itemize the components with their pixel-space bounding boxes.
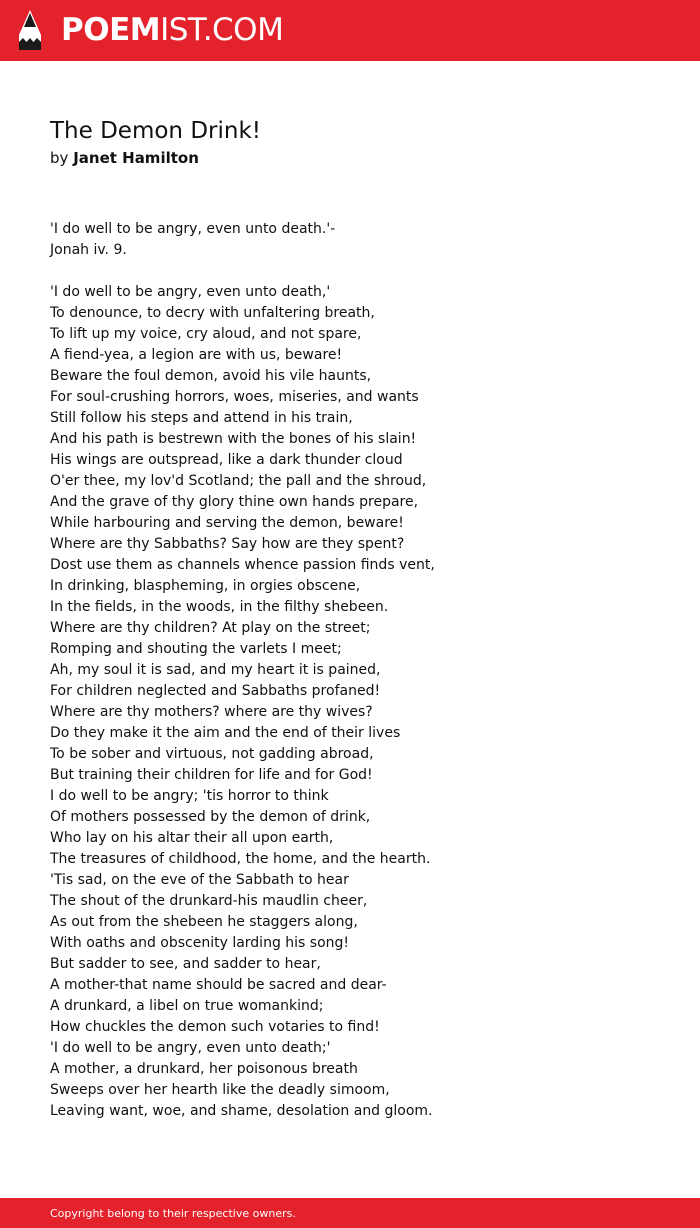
stanza-break bbox=[50, 261, 650, 282]
copyright-text: Copyright belong to their respective owners. bbox=[50, 1207, 296, 1220]
poem-line: The treasures of childhood, the home, and the hearth. bbox=[50, 851, 431, 867]
poem-line: Sweeps over her hearth like the deadly simoom, bbox=[50, 1082, 390, 1098]
poem-author: Janet Hamilton bbox=[73, 149, 199, 167]
poem-body bbox=[50, 219, 650, 1122]
poem-line: I do well to be angry; 'tis horror to think bbox=[50, 788, 329, 804]
logo-text-bold: POEM bbox=[61, 12, 161, 48]
poem-line: For soul-crushing horrors, woes, miseries, and wants bbox=[50, 389, 419, 405]
poem-line: How chuckles the demon such votaries to find! bbox=[50, 1019, 380, 1035]
poem-line: 'I do well to be angry, even unto death;' bbox=[50, 1040, 331, 1056]
poem-line: In the fields, in the woods, in the filthy shebeen. bbox=[50, 599, 389, 615]
poem-line: Where are thy children? At play on the street; bbox=[50, 620, 371, 636]
poem-line: For children neglected and Sabbaths profaned! bbox=[50, 683, 381, 699]
poem-line: As out from the shebeen he staggers along, bbox=[50, 914, 358, 930]
poem-line: Do they make it the aim and the end of their lives bbox=[50, 725, 401, 741]
poem-line: A drunkard, a libel on true womankind; bbox=[50, 998, 324, 1014]
byline-prefix: by bbox=[50, 149, 69, 167]
poem-line: With oaths and obscenity larding his song! bbox=[50, 935, 350, 951]
poem-line: But training their children for life and for God! bbox=[50, 767, 373, 783]
poem-line: A mother, a drunkard, her poisonous breath bbox=[50, 1061, 358, 1077]
site-footer bbox=[0, 1198, 700, 1228]
poem-line: Romping and shouting the varlets I meet; bbox=[50, 641, 342, 657]
poem-line: Leaving want, woe, and shame, desolation and gloom. bbox=[50, 1103, 433, 1119]
poem-line: Dost use them as channels whence passion finds vent, bbox=[50, 557, 435, 573]
site-header bbox=[0, 0, 700, 61]
logo-text-light: IST.COM bbox=[160, 12, 284, 48]
poem-line: In drinking, blaspheming, in orgies obscene, bbox=[50, 578, 361, 594]
site-logo[interactable] bbox=[61, 12, 283, 48]
poem-line: To be sober and virtuous, not gadding abroad, bbox=[50, 746, 374, 762]
poem-line: The shout of the drunkard-his maudlin cheer, bbox=[50, 893, 368, 909]
poem-line: Jonah iv. 9. bbox=[50, 242, 127, 258]
poem-line: His wings are outspread, like a dark thunder cloud bbox=[50, 452, 403, 468]
poem-line: And his path is bestrewn with the bones of his slain! bbox=[50, 431, 417, 447]
poem-line: Beware the foul demon, avoid his vile haunts, bbox=[50, 368, 372, 384]
poem-line: 'Tis sad, on the eve of the Sabbath to hear bbox=[50, 872, 349, 888]
poem-line: Where are thy mothers? where are thy wives? bbox=[50, 704, 373, 720]
poem-line: Of mothers possessed by the demon of drink, bbox=[50, 809, 371, 825]
poem-line: Ah, my soul it is sad, and my heart it is pained, bbox=[50, 662, 381, 678]
poem-title: The Demon Drink! bbox=[50, 118, 261, 144]
poem-line: Still follow his steps and attend in his train, bbox=[50, 410, 353, 426]
poem-line: To lift up my voice, cry aloud, and not spare, bbox=[50, 326, 362, 342]
poem-line: 'I do well to be angry, even unto death.'- bbox=[50, 221, 336, 237]
poem-line: But sadder to see, and sadder to hear, bbox=[50, 956, 321, 972]
poem-line: While harbouring and serving the demon, beware! bbox=[50, 515, 404, 531]
poem-line: Where are thy Sabbaths? Say how are they spent? bbox=[50, 536, 405, 552]
poem-line: 'I do well to be angry, even unto death,' bbox=[50, 284, 331, 300]
poem-line: O'er thee, my lov'd Scotland; the pall and the shroud, bbox=[50, 473, 427, 489]
poem-line: And the grave of thy glory thine own hands prepare, bbox=[50, 494, 419, 510]
poem-line: A fiend-yea, a legion are with us, beware! bbox=[50, 347, 343, 363]
poem-line: To denounce, to decry with unfaltering breath, bbox=[50, 305, 375, 321]
poem-line: Who lay on his altar their all upon earth, bbox=[50, 830, 334, 846]
pencil-icon[interactable] bbox=[17, 9, 43, 52]
poem-line: A mother-that name should be sacred and dear- bbox=[50, 977, 387, 993]
poem-byline bbox=[50, 148, 199, 169]
